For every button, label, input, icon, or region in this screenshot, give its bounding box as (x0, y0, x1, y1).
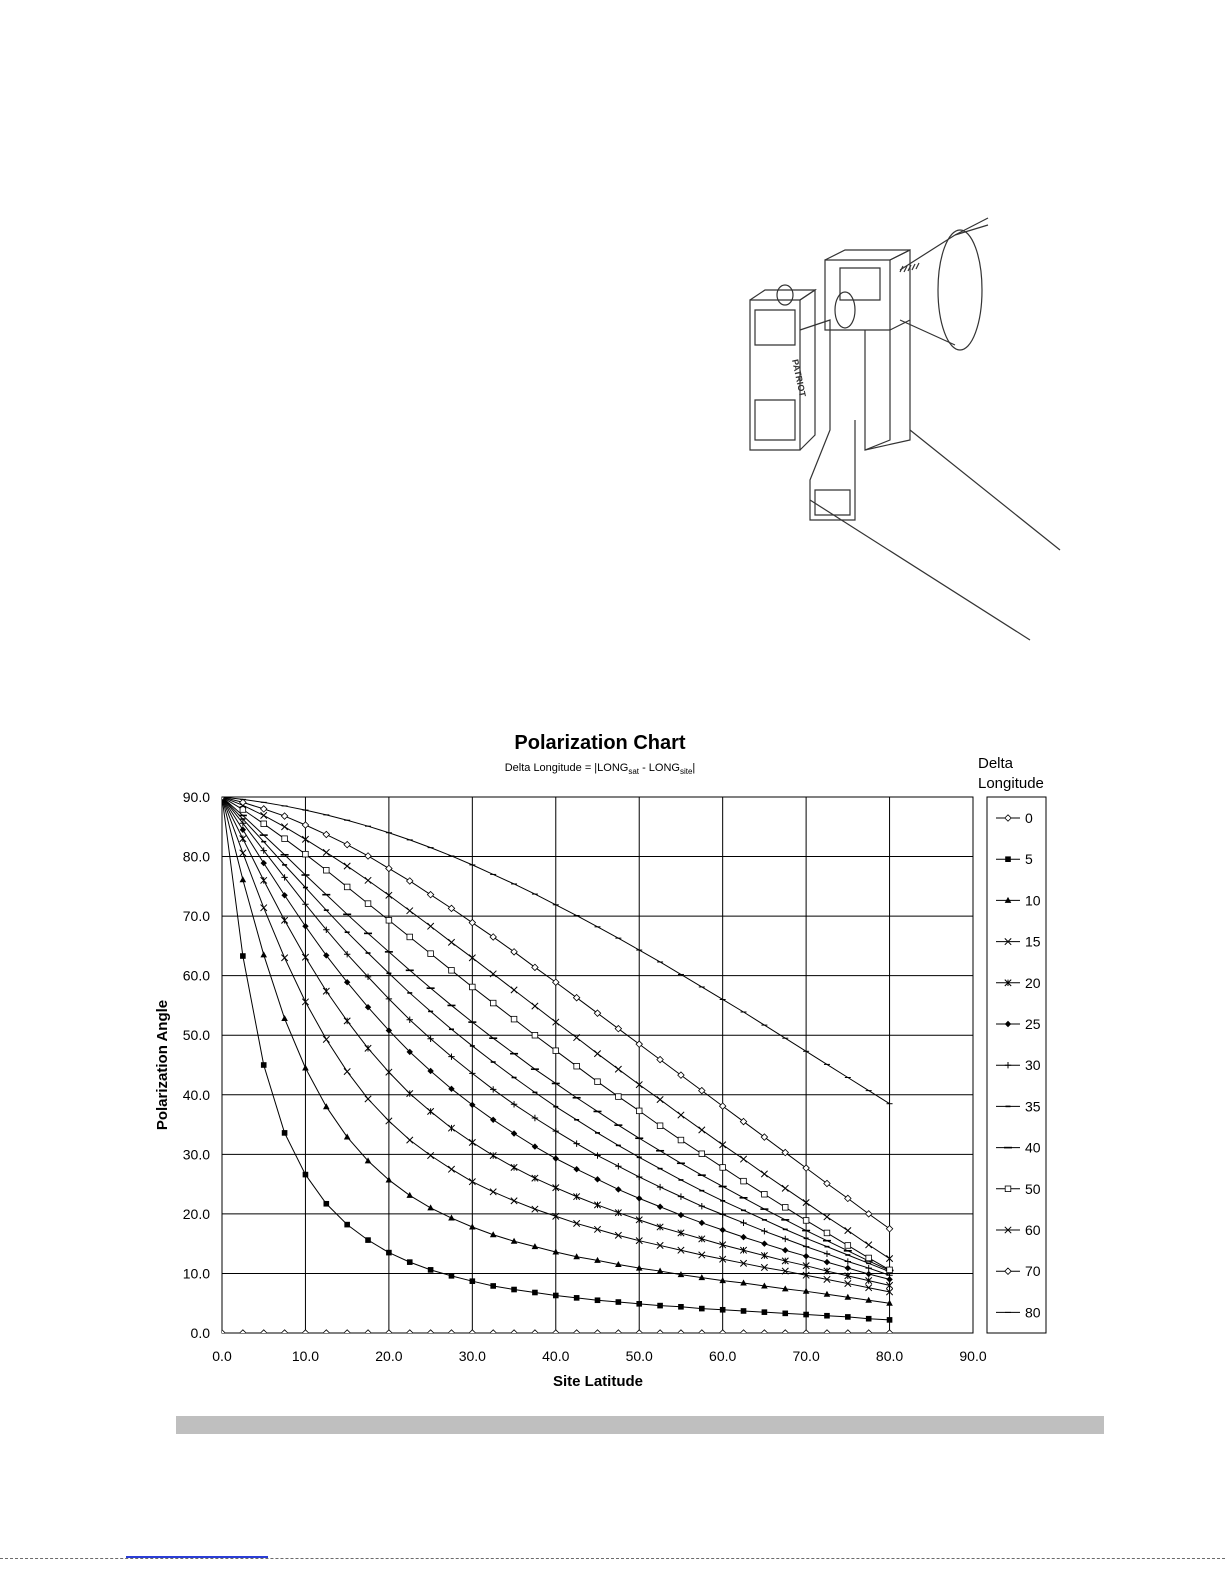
data-point-0 (573, 1330, 579, 1336)
data-point-0 (636, 1330, 642, 1336)
data-point-60 (699, 1127, 705, 1133)
data-point-60 (678, 1112, 684, 1118)
data-point-60 (845, 1227, 851, 1233)
data-point-50 (574, 1063, 580, 1069)
data-point-20 (323, 988, 329, 994)
data-point-50 (324, 867, 330, 873)
legend-item-60 (996, 1222, 1041, 1238)
data-point-20 (490, 1152, 496, 1158)
data-point-30 (803, 1243, 809, 1249)
data-point-0 (865, 1330, 871, 1336)
data-point-15 (573, 1220, 579, 1226)
data-point-0 (782, 1330, 788, 1336)
data-point-20 (511, 1164, 517, 1170)
bottom-link-underline[interactable] (126, 1556, 268, 1558)
legend-item-10 (996, 892, 1041, 908)
subtitle-sub-sat: sat (628, 767, 640, 776)
legend (978, 755, 1046, 1333)
data-point-20 (615, 1209, 621, 1215)
legend-label: 70 (1025, 1263, 1041, 1280)
data-point-50 (532, 1032, 538, 1038)
legend-marker (1005, 1021, 1011, 1027)
data-point-20 (699, 1236, 705, 1242)
data-point-30 (782, 1236, 788, 1242)
data-point-5 (741, 1308, 747, 1314)
data-point-0 (761, 1330, 767, 1336)
y-tick-label: 80.0 (182, 848, 210, 865)
data-point-0 (323, 1330, 329, 1336)
data-point-5 (657, 1303, 663, 1309)
legend-label: 40 (1025, 1139, 1041, 1156)
legend-item-35 (996, 1098, 1041, 1114)
x-tick-label: 80.0 (875, 1348, 904, 1364)
data-point-70 (386, 865, 392, 871)
data-point-50 (449, 968, 455, 974)
data-point-25 (594, 1176, 600, 1182)
data-point-30 (719, 1211, 725, 1217)
chart-subtitle (505, 762, 696, 776)
data-point-15 (407, 1137, 413, 1143)
data-point-70 (323, 831, 329, 837)
data-point-0 (699, 1330, 705, 1336)
data-point-50 (261, 821, 267, 827)
data-point-0 (407, 1330, 413, 1336)
data-point-0 (219, 1330, 225, 1336)
data-point-20 (407, 1090, 413, 1096)
subtitle-prefix: Delta Longitude = |LONG (504, 762, 629, 774)
data-point-5 (616, 1299, 622, 1305)
data-point-5 (490, 1283, 496, 1289)
data-point-25 (532, 1143, 538, 1149)
data-point-20 (719, 1242, 725, 1248)
subtitle-suffix: | (692, 762, 696, 774)
data-point-0 (302, 1330, 308, 1336)
legend-label: 25 (1025, 1016, 1041, 1032)
data-point-50 (636, 1108, 642, 1114)
legend-label: 35 (1025, 1098, 1041, 1115)
y-tick-label: 30.0 (182, 1146, 210, 1163)
bottom-dashed-rule (0, 1558, 1225, 1559)
data-point-5 (595, 1297, 601, 1303)
data-point-0 (886, 1330, 892, 1336)
footer-bar (176, 1416, 1104, 1434)
data-point-50 (824, 1230, 830, 1236)
x-tick-label: 10.0 (291, 1348, 320, 1364)
data-point-25 (573, 1166, 579, 1172)
legend-item-40 (996, 1140, 1041, 1156)
data-point-15 (615, 1232, 621, 1238)
legend-item-30 (996, 1057, 1041, 1073)
data-point-25 (281, 892, 287, 898)
data-point-25 (678, 1212, 684, 1218)
data-point-30 (845, 1258, 851, 1264)
patriot-label: PATRIOT (790, 358, 808, 398)
data-point-30 (636, 1174, 642, 1180)
data-point-15 (365, 1096, 371, 1102)
data-point-0 (657, 1330, 663, 1336)
data-point-70 (344, 841, 350, 847)
y-tick-label: 60.0 (182, 967, 210, 984)
y-tick-label: 70.0 (182, 908, 210, 925)
data-point-5 (574, 1295, 580, 1301)
data-point-5 (866, 1316, 872, 1322)
data-point-60 (323, 849, 329, 855)
data-point-60 (281, 824, 287, 830)
data-point-70 (469, 919, 475, 925)
data-point-25 (782, 1247, 788, 1253)
data-point-5 (449, 1273, 455, 1279)
data-point-50 (845, 1243, 851, 1249)
data-point-0 (469, 1330, 475, 1336)
data-point-50 (657, 1123, 663, 1129)
data-point-60 (761, 1171, 767, 1177)
legend-title-line1: Delta (978, 755, 1014, 772)
data-point-15 (594, 1226, 600, 1232)
data-point-20 (240, 835, 246, 841)
data-point-70 (448, 905, 454, 911)
data-point-5 (845, 1314, 851, 1320)
legend-marker (1005, 815, 1011, 821)
data-point-15 (344, 1068, 350, 1074)
data-point-5 (782, 1311, 788, 1317)
data-point-20 (573, 1193, 579, 1199)
data-point-30 (865, 1265, 871, 1271)
data-point-20 (281, 917, 287, 923)
data-point-5 (261, 1062, 267, 1068)
data-point-0 (553, 1330, 559, 1336)
data-point-70 (365, 853, 371, 859)
data-point-50 (699, 1151, 705, 1157)
data-point-15 (532, 1206, 538, 1212)
data-point-50 (720, 1165, 726, 1171)
data-point-20 (386, 1069, 392, 1075)
data-point-50 (511, 1016, 517, 1022)
data-point-30 (573, 1140, 579, 1146)
data-point-0 (240, 1330, 246, 1336)
data-point-5 (720, 1307, 726, 1313)
data-point-20 (657, 1224, 663, 1230)
legend-item-5 (996, 851, 1033, 867)
data-point-15 (281, 955, 287, 961)
data-point-25 (657, 1204, 663, 1210)
data-point-0 (719, 1330, 725, 1336)
data-point-25 (261, 860, 267, 866)
data-point-25 (553, 1155, 559, 1161)
legend-marker (1005, 1062, 1011, 1068)
data-point-50 (386, 917, 392, 923)
legend-marker (1005, 856, 1011, 862)
data-point-70 (281, 813, 287, 819)
data-point-25 (865, 1271, 871, 1277)
data-point-5 (324, 1201, 330, 1207)
x-tick-label: 20.0 (375, 1348, 403, 1364)
legend-title-line2: Longitude (978, 775, 1044, 792)
data-point-60 (448, 939, 454, 945)
data-point-20 (469, 1139, 475, 1145)
data-point-25 (302, 923, 308, 929)
data-point-5 (428, 1267, 434, 1273)
y-axis-ticks (183, 789, 210, 1341)
data-point-5 (470, 1278, 476, 1284)
data-point-15 (261, 905, 267, 911)
x-tick-label: 30.0 (458, 1348, 486, 1364)
data-point-10 (427, 1204, 434, 1210)
data-point-60 (427, 923, 433, 929)
data-point-0 (615, 1330, 621, 1336)
data-point-5 (636, 1301, 642, 1307)
data-point-50 (490, 1000, 496, 1006)
legend-label: 0 (1025, 810, 1033, 826)
legend-items (996, 810, 1041, 1320)
legend-item-25 (996, 1016, 1041, 1032)
data-point-30 (594, 1152, 600, 1158)
data-point-20 (427, 1108, 433, 1114)
data-point-0 (365, 1330, 371, 1336)
data-point-20 (302, 954, 308, 960)
data-point-15 (427, 1152, 433, 1158)
data-point-20 (261, 877, 267, 883)
legend-item-70 (996, 1263, 1041, 1279)
data-point-25 (699, 1220, 705, 1226)
data-point-60 (532, 1003, 538, 1009)
data-point-10 (281, 1015, 288, 1021)
data-point-50 (595, 1079, 601, 1085)
data-point-10 (240, 876, 247, 882)
data-point-30 (553, 1128, 559, 1134)
legend-label: 30 (1025, 1057, 1041, 1074)
y-tick-label: 50.0 (182, 1027, 210, 1044)
data-point-50 (803, 1218, 809, 1224)
data-point-5 (803, 1312, 809, 1318)
x-tick-label: 90.0 (959, 1348, 987, 1364)
data-point-60 (407, 908, 413, 914)
data-point-70 (261, 806, 267, 812)
legend-marker (1005, 1186, 1011, 1192)
data-point-10 (448, 1215, 455, 1221)
data-point-30 (824, 1251, 830, 1257)
data-point-0 (490, 1330, 496, 1336)
legend-item-20 (996, 975, 1041, 991)
data-point-0 (824, 1330, 830, 1336)
data-point-20 (740, 1247, 746, 1253)
data-point-10 (260, 951, 267, 957)
data-point-20 (365, 1045, 371, 1051)
data-point-25 (511, 1130, 517, 1136)
data-point-0 (678, 1330, 684, 1336)
data-point-60 (782, 1185, 788, 1191)
data-point-0 (594, 1330, 600, 1336)
y-tick-label: 10.0 (182, 1265, 210, 1282)
data-point-5 (344, 1222, 350, 1228)
data-point-25 (740, 1234, 746, 1240)
data-point-20 (761, 1252, 767, 1258)
y-tick-label: 40.0 (182, 1086, 210, 1103)
data-point-20 (532, 1175, 538, 1181)
data-point-5 (532, 1290, 538, 1296)
data-point-5 (824, 1313, 830, 1319)
data-point-30 (740, 1220, 746, 1226)
data-point-50 (866, 1255, 872, 1261)
data-point-25 (761, 1240, 767, 1246)
data-point-25 (719, 1227, 725, 1233)
legend-label: 20 (1025, 974, 1041, 991)
data-point-5 (553, 1293, 559, 1299)
data-point-30 (678, 1193, 684, 1199)
data-point-5 (699, 1306, 705, 1312)
data-point-20 (678, 1230, 684, 1236)
data-point-0 (261, 1330, 267, 1336)
data-point-5 (365, 1237, 371, 1243)
y-tick-label: 20.0 (182, 1205, 210, 1222)
subtitle-sub-site: site (679, 767, 693, 776)
legend-label: 5 (1025, 851, 1033, 868)
data-point-70 (490, 934, 496, 940)
data-point-25 (824, 1259, 830, 1265)
data-point-70 (427, 891, 433, 897)
data-point-50 (678, 1137, 684, 1143)
data-point-50 (344, 884, 350, 890)
data-point-0 (281, 1330, 287, 1336)
x-axis-label: Site Latitude (552, 1373, 644, 1390)
x-tick-label: 50.0 (625, 1348, 653, 1364)
data-point-0 (511, 1330, 517, 1336)
data-point-50 (741, 1178, 747, 1184)
data-point-5 (303, 1172, 309, 1178)
data-point-30 (761, 1228, 767, 1234)
data-point-15 (490, 1189, 496, 1195)
chart-title: Polarization Chart (514, 732, 686, 754)
data-point-70 (407, 878, 413, 884)
data-point-5 (282, 1130, 288, 1136)
data-point-5 (762, 1309, 768, 1315)
data-point-5 (386, 1250, 392, 1256)
data-point-30 (532, 1115, 538, 1121)
data-point-5 (407, 1259, 413, 1265)
data-point-60 (824, 1214, 830, 1220)
data-point-30 (657, 1184, 663, 1190)
data-point-0 (344, 1330, 350, 1336)
data-point-15 (448, 1166, 454, 1172)
data-point-20 (344, 1018, 350, 1024)
y-tick-label: 0.0 (190, 1325, 210, 1341)
data-point-25 (636, 1195, 642, 1201)
data-point-0 (803, 1330, 809, 1336)
data-point-60 (615, 1066, 621, 1072)
data-point-20 (553, 1184, 559, 1190)
legend-label: 10 (1025, 892, 1041, 909)
data-point-60 (594, 1050, 600, 1056)
legend-label: 60 (1025, 1222, 1041, 1238)
x-tick-label: 40.0 (542, 1348, 570, 1364)
data-point-20 (448, 1125, 454, 1131)
x-tick-label: 60.0 (709, 1348, 737, 1364)
data-point-50 (782, 1205, 788, 1211)
data-point-50 (616, 1094, 622, 1100)
data-point-0 (448, 1330, 454, 1336)
data-point-0 (532, 1330, 538, 1336)
data-point-0 (386, 1330, 392, 1336)
data-point-5 (887, 1317, 893, 1323)
x-tick-label: 0.0 (212, 1348, 232, 1364)
data-point-70 (302, 822, 308, 828)
data-point-60 (511, 987, 517, 993)
data-point-50 (282, 836, 288, 842)
data-point-15 (511, 1198, 517, 1204)
data-point-30 (699, 1203, 705, 1209)
data-point-60 (261, 812, 267, 818)
x-axis-ticks (212, 1348, 987, 1364)
data-point-50 (553, 1048, 559, 1054)
data-point-0 (427, 1330, 433, 1336)
data-point-5 (240, 953, 246, 959)
data-point-15 (323, 1036, 329, 1042)
data-point-60 (344, 863, 350, 869)
legend-item-80 (996, 1304, 1041, 1320)
data-point-30 (511, 1101, 517, 1107)
data-point-5 (511, 1287, 517, 1293)
x-tick-label: 70.0 (792, 1348, 820, 1364)
legend-label: 50 (1025, 1180, 1041, 1197)
data-point-20 (594, 1202, 600, 1208)
data-point-10 (302, 1064, 309, 1070)
data-point-50 (470, 984, 476, 990)
data-point-50 (887, 1267, 893, 1273)
data-point-50 (428, 951, 434, 957)
data-point-60 (365, 877, 371, 883)
legend-item-50 (996, 1181, 1041, 1197)
data-point-20 (803, 1263, 809, 1269)
data-point-50 (762, 1191, 768, 1197)
data-point-25 (845, 1265, 851, 1271)
data-point-50 (407, 934, 413, 940)
data-point-30 (615, 1163, 621, 1169)
legend-item-0 (996, 810, 1033, 826)
y-tick-label: 90.0 (182, 789, 210, 805)
data-point-15 (240, 850, 246, 856)
legend-item-15 (996, 934, 1041, 950)
data-point-25 (490, 1117, 496, 1123)
data-point-0 (845, 1330, 851, 1336)
data-point-5 (678, 1304, 684, 1310)
legend-marker (1005, 1268, 1011, 1274)
data-point-20 (782, 1258, 788, 1264)
data-point-50 (303, 851, 309, 857)
data-point-10 (323, 1103, 330, 1109)
data-point-70 (886, 1226, 892, 1232)
data-point-10 (406, 1192, 413, 1198)
data-point-25 (240, 827, 246, 833)
data-point-60 (740, 1156, 746, 1162)
data-point-0 (740, 1330, 746, 1336)
series-0 (219, 1330, 893, 1336)
data-point-60 (865, 1242, 871, 1248)
data-point-20 (636, 1217, 642, 1223)
legend-label: 80 (1025, 1304, 1041, 1321)
legend-label: 15 (1025, 933, 1041, 950)
data-point-25 (615, 1186, 621, 1192)
data-point-25 (803, 1253, 809, 1259)
y-axis-label: Polarization Angle (154, 999, 171, 1131)
subtitle-middle: - LONG (639, 762, 680, 774)
data-point-50 (365, 901, 371, 907)
data-point-60 (657, 1096, 663, 1102)
